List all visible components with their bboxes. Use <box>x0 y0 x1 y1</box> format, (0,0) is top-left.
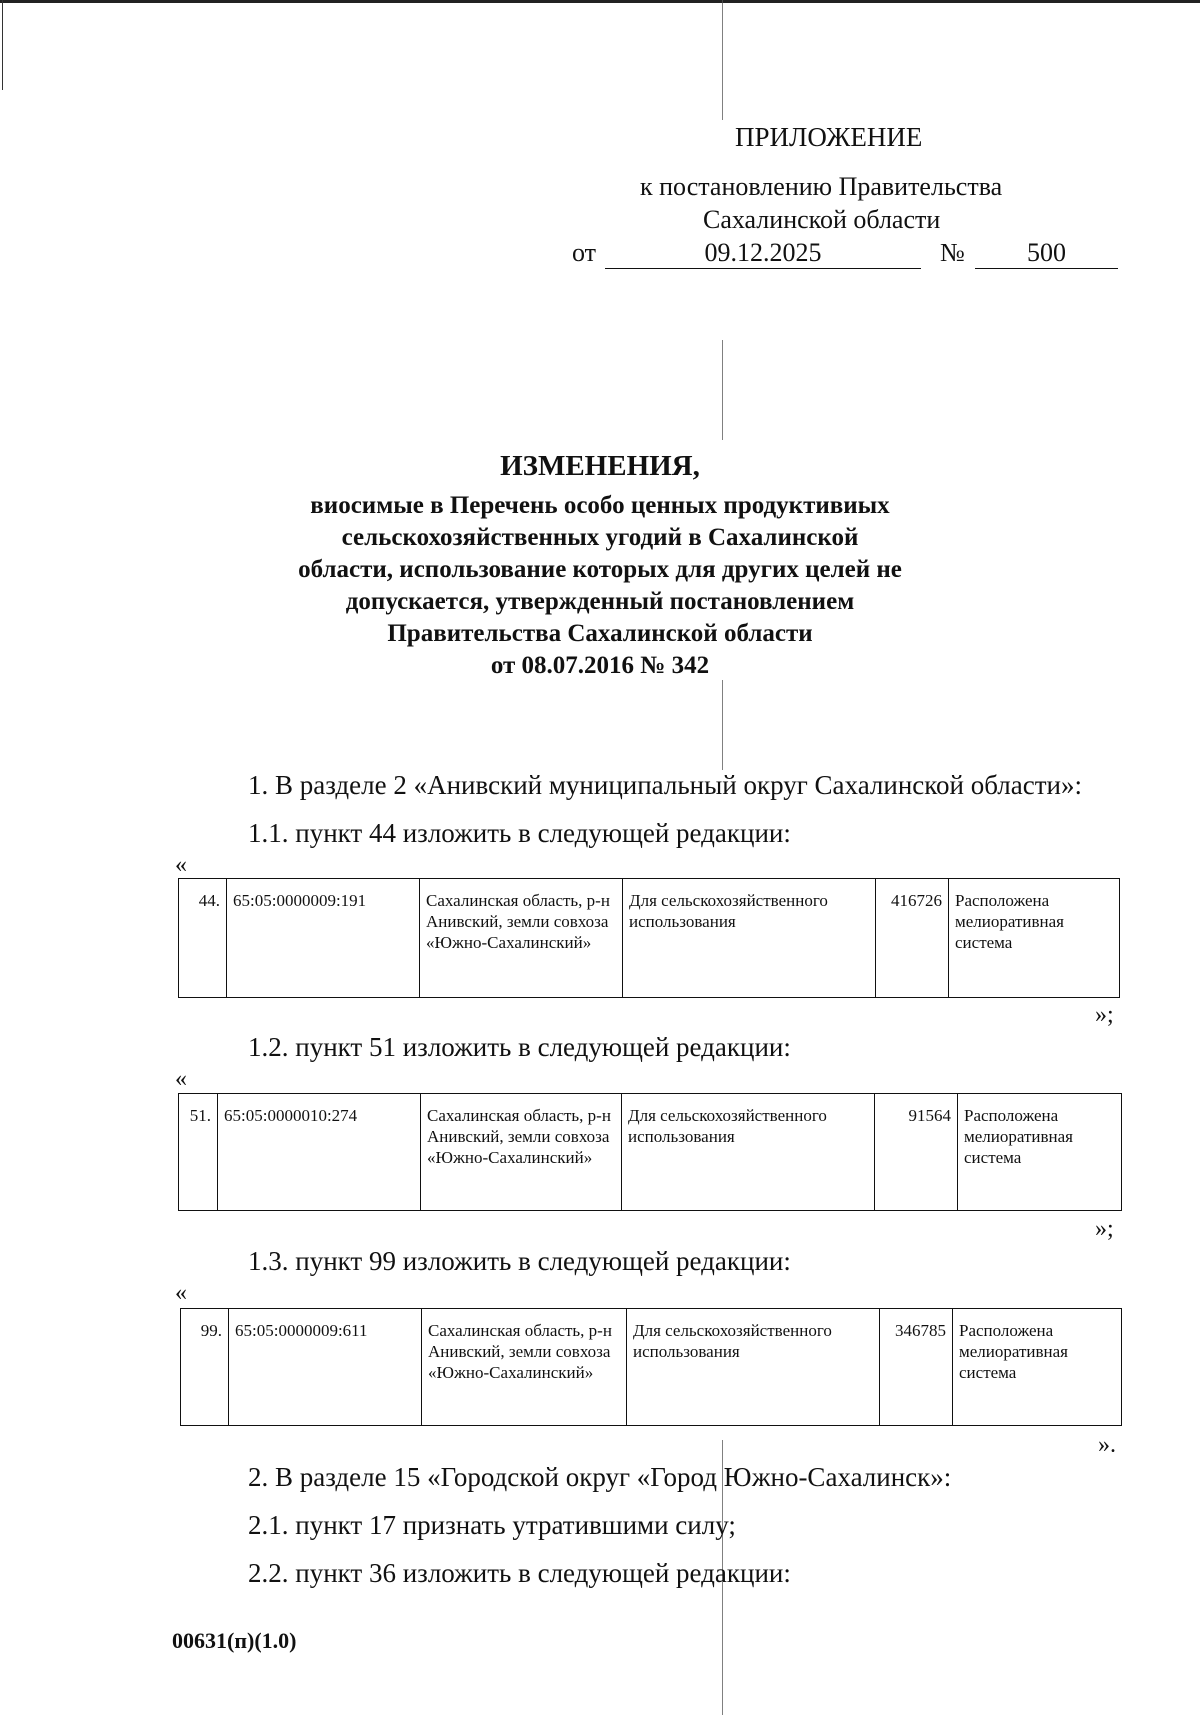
cell-number: 44. <box>179 879 227 998</box>
subheading-line: Правительства Сахалинской области <box>387 620 813 647</box>
scan-fold-line <box>722 0 723 120</box>
paragraph-2-1: 2.1. пункт 17 признать утратившими силу; <box>248 1510 736 1540</box>
subheading-line: области, использование которых для других целей не <box>298 556 902 583</box>
cell-note: Расположена мелиоративная система <box>953 1309 1122 1426</box>
document-subheading <box>180 490 1020 682</box>
subheading-line: допускается, утвержденный постановлением <box>345 588 855 615</box>
form-code: 00631(п)(1.0) <box>172 1628 297 1653</box>
paragraph-1-3: 1.3. пункт 99 изложить в следующей редакции: <box>248 1246 791 1276</box>
open-quote: « <box>175 1066 187 1092</box>
cell-purpose: Для сельскохозяйственного использования <box>622 1094 875 1211</box>
annex-from-label: от <box>572 238 597 267</box>
scan-fold-line <box>722 340 723 440</box>
cell-location: Сахалинская область, р-н Анивский, земли совхоза «Южно-Сахалинский» <box>421 1094 622 1211</box>
close-quote: »; <box>1095 1002 1114 1028</box>
open-quote: « <box>175 852 187 878</box>
cell-location: Сахалинская область, р-н Анивский, земли совхоза «Южно-Сахалинский» <box>422 1309 627 1426</box>
cell-area: 416726 <box>876 879 949 998</box>
cell-area: 91564 <box>875 1094 958 1211</box>
subheading-line: сельскохозяйственных угодий в Сахалинской <box>341 524 859 551</box>
paragraph-2-2: 2.2. пункт 36 изложить в следующей редакции: <box>248 1558 791 1588</box>
subheading-line: от 08.07.2016 № 342 <box>490 652 710 679</box>
scan-top-edge <box>0 0 1200 3</box>
annex-number: 500 <box>975 238 1118 269</box>
scan-fold-line <box>722 680 723 770</box>
paragraph-2: 2. В разделе 15 «Городской округ «Город Южно-Сахалинск»: <box>248 1462 952 1492</box>
cell-note: Расположена мелиоративная система <box>949 879 1120 998</box>
table-row <box>179 879 1120 998</box>
paragraph-1: 1. В разделе 2 «Анивский муниципальный округ Сахалинской области»: <box>248 770 1082 800</box>
cell-note: Расположена мелиоративная система <box>958 1094 1122 1211</box>
cell-purpose: Для сельскохозяйственного использования <box>627 1309 880 1426</box>
paragraph-1-1: 1.1. пункт 44 изложить в следующей редакции: <box>248 818 791 848</box>
cell-cadastral: 65:05:0000010:274 <box>218 1094 421 1211</box>
annex-title: ПРИЛОЖЕНИЕ <box>735 122 923 152</box>
open-quote: « <box>175 1280 187 1306</box>
close-quote: »; <box>1095 1216 1114 1242</box>
annex-date: 09.12.2025 <box>605 238 921 269</box>
document-heading: ИЗМЕНЕНИЯ, <box>500 450 700 482</box>
cell-cadastral: 65:05:0000009:611 <box>229 1309 422 1426</box>
cell-purpose: Для сельскохозяйственного использования <box>623 879 876 998</box>
annex-number-label: № <box>940 238 965 267</box>
entry-table-51 <box>178 1093 1122 1211</box>
table-row <box>179 1094 1122 1211</box>
scan-left-edge <box>2 0 3 90</box>
cell-number: 99. <box>181 1309 229 1426</box>
annex-subtitle-region: Сахалинской области <box>703 205 941 234</box>
annex-subtitle: к постановлению Правительства <box>640 172 1003 201</box>
subheading-line: виосимые в Перечень особо ценных продуктивиых <box>310 492 890 519</box>
cell-number: 51. <box>179 1094 218 1211</box>
cell-cadastral: 65:05:0000009:191 <box>227 879 420 998</box>
cell-location: Сахалинская область, р-н Анивский, земли совхоза «Южно-Сахалинский» <box>420 879 623 998</box>
entry-table-44 <box>178 878 1120 998</box>
close-quote-final: ». <box>1098 1432 1116 1458</box>
entry-table-99 <box>180 1308 1122 1426</box>
paragraph-1-2: 1.2. пункт 51 изложить в следующей редакции: <box>248 1032 791 1062</box>
table-row <box>181 1309 1122 1426</box>
cell-area: 346785 <box>880 1309 953 1426</box>
